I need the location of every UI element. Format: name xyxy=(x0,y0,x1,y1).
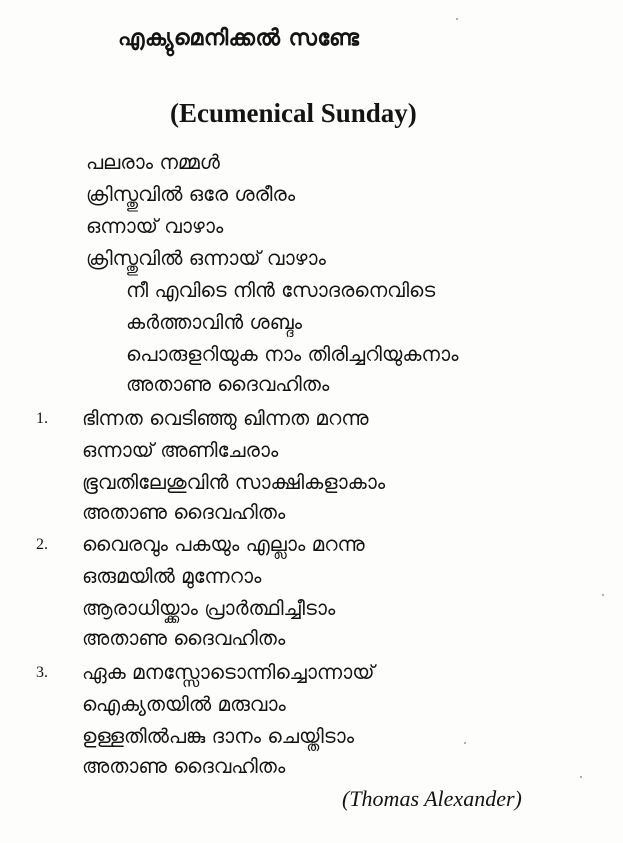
refrain-line: നീ എവിടെ നിൻ സോദരനെവിടെ xyxy=(126,278,436,302)
scan-speck xyxy=(580,776,582,778)
verse-line: ഏക മനസ്സോടൊന്നിച്ചൊന്നായ് xyxy=(82,660,375,684)
chorus-line: ക്രിസ്തുവിൽ ഒന്നായ് വാഴാം xyxy=(86,246,326,270)
refrain-line: പൊരുളറിയുക നാം തിരിച്ചറിയുകനാം xyxy=(126,342,459,366)
verse-number: 1. xyxy=(36,410,48,427)
scan-speck xyxy=(464,742,466,744)
verse-line: അതാണു ദൈവഹിതം xyxy=(82,500,286,524)
song-title-malayalam: എക്യുമെനിക്കൽ സണ്ടേ xyxy=(118,26,360,51)
verse-line: ഒന്നായ് അണിചേരാം xyxy=(82,438,279,462)
chorus-line: ഒന്നായ് വാഴാം xyxy=(86,214,224,238)
song-author: (Thomas Alexander) xyxy=(342,786,522,811)
refrain-line: കർത്താവിൻ ശബ്ദം xyxy=(126,310,303,334)
verse-line: അതാണു ദൈവഹിതം xyxy=(82,626,286,650)
chorus-line: പലരാം നമ്മൾ xyxy=(86,150,220,174)
chorus-line: ക്രിസ്തുവിൽ ഒരേ ശരീരം xyxy=(86,182,296,206)
verse-line: ഭിന്നത വെടിഞ്ഞു ഖിന്നത മറന്നു xyxy=(82,406,369,430)
verse-number: 2. xyxy=(36,536,48,553)
verse-line: അതാണു ദൈവഹിതം xyxy=(82,754,286,778)
verse-number: 3. xyxy=(36,664,48,681)
verse-line: വൈരവും പകയും എല്ലാം മറന്നു xyxy=(82,532,365,556)
verse-line: ഉള്ളതിൽപങ്കു ദാനം ചെയ്തിടാം xyxy=(82,724,355,748)
verse-line: ഐക്യതയിൽ മരുവാം xyxy=(82,692,286,716)
scan-speck xyxy=(602,594,604,596)
refrain-line: അതാണു ദൈവഹിതം xyxy=(126,372,330,396)
verse-line: ഒരുമയിൽ മുന്നേറാം xyxy=(82,564,262,588)
verse-line: ആരാധിയ്ക്കാം പ്രാർത്ഥിച്ചീടാം xyxy=(82,596,336,620)
scan-speck xyxy=(456,18,458,20)
song-title-english: (Ecumenical Sunday) xyxy=(170,98,417,128)
verse-line: ഭൂവതിലേശുവിൻ സാക്ഷികളാകാം xyxy=(82,470,386,494)
